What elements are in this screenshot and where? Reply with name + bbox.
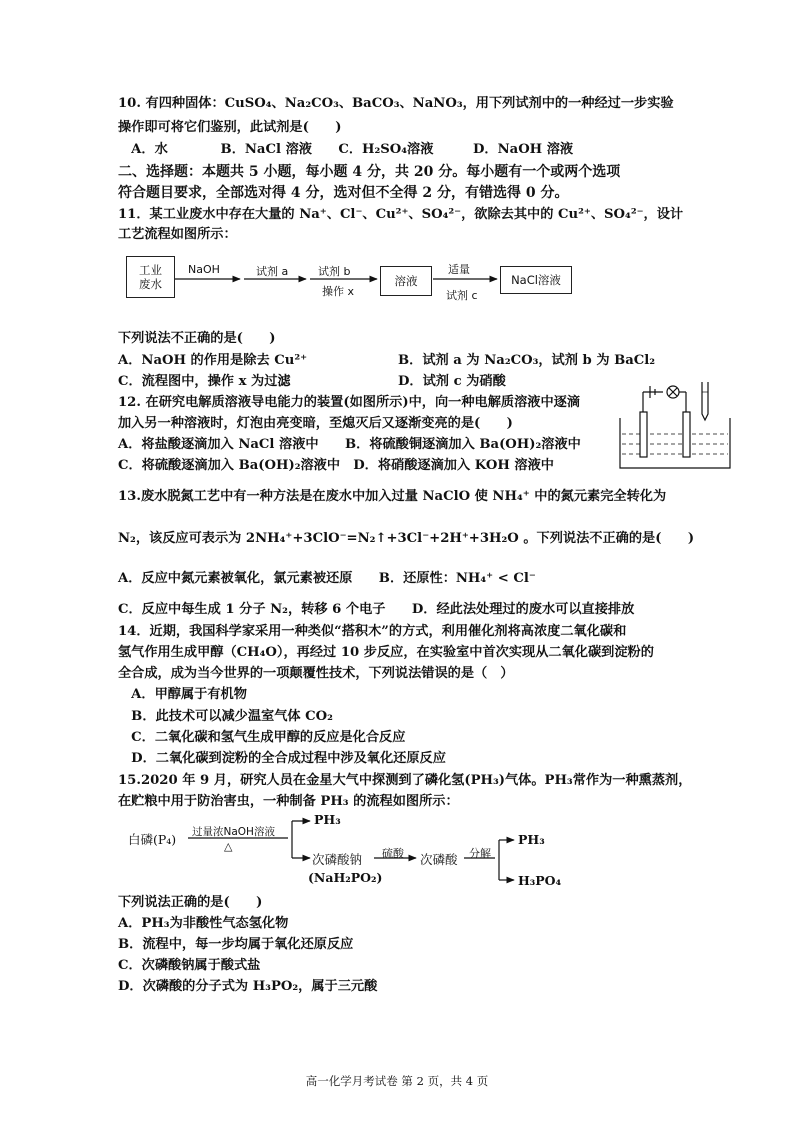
flow11-wastewater-box (126, 256, 175, 298)
q10-stem-line1: 10. 有四种固体：CuSO₄、Na₂CO₃、BaCO₃、NaNO₃，用下列试剂中的一种经过一步实验 (118, 96, 674, 111)
q13-stem-line1: 13.废水脱氮工艺中有一种方法是在废水中加入过量 NaClO 使 NH₄⁺ 中的氮元素完全转化为 (118, 489, 667, 504)
q12-stem-line2: 加入另一种溶液时，灯泡由亮变暗，至熄灭后又逐渐变亮的是( ) (118, 416, 513, 431)
flow15-white-phosphorus: 白磷(P₄) (128, 832, 177, 847)
q11-stem-line1: 11．某工业废水中存在大量的 Na⁺、Cl⁻、Cu²⁺、SO₄²⁻，欲除去其中的 Cu²⁺、SO₄²⁻，设计 (118, 207, 684, 222)
flow11-reagent-c-label: 试剂 c (446, 289, 478, 302)
q10-stem-line2: 操作即可将它们鉴别，此试剂是( ) (118, 120, 342, 135)
q15-stem-line1: 15.2020 年 9 月，研究人员在金星大气中探测到了磷化氢(PH₃)气体。PH₃常作为一种熏蒸剂， (118, 773, 692, 788)
flow11-naoh-label: NaOH (188, 263, 220, 276)
flow11-reagent-a-label: 试剂 a (256, 265, 289, 278)
section2-title-line1: 二、选择题：本题共 5 小题，每小题 4 分，共 20 分。每小题有一个或两个选项 (118, 164, 621, 180)
flow15-ph3-top: PH₃ (314, 812, 341, 827)
flow11-wastewater-label: 工业 废水 (139, 263, 162, 291)
flow11-reagent-b-label: 试剂 b (318, 265, 351, 278)
q14-option-c: C．二氧化碳和氢气生成甲醇的反应是化合反应 (118, 730, 406, 745)
q11-stem-line2: 工艺流程如图所示： (118, 227, 237, 242)
flow15-sulfuric-acid-label: 硫酸 (382, 847, 404, 860)
flow15-h3po4: H₃PO₄ (518, 873, 562, 888)
q13-stem-line2: N₂，该反应可表示为 2NH₄⁺+3ClO⁻=N₂↑+3Cl⁻+2H⁺+3H₂O 。下列说法不正确的是( ) (118, 531, 695, 546)
flow11-operation-x-label: 操作 x (322, 285, 355, 298)
q14-stem-line3: 全合成，成为当今世界的一项颠覆性技术，下列说法错误的是（ ） (118, 666, 514, 681)
section2-title-line2: 符合题目要求，全部选对得 4 分，选对但不全得 2 分，有错选得 0 分。 (118, 185, 569, 201)
flow11-solution-label: 溶液 (394, 274, 418, 288)
q15-option-a: A．PH₃为非酸性气态氢化物 (118, 916, 289, 931)
q12-stem-line1: 12. 在研究电解质溶液导电能力的装置(如图所示)中，向一种电解质溶液中逐滴 (118, 395, 581, 410)
q12-options-cd: C．将硫酸逐滴加入 Ba(OH)₂溶液中 D．将硝酸逐滴加入 KOH 溶液中 (118, 458, 554, 473)
flow15-formula: (NaH₂PO₂) (308, 870, 383, 885)
flow15-hypophosphorous-acid: 次磷酸 (420, 852, 458, 867)
q14-option-a: A．甲醇属于有机物 (118, 687, 247, 702)
flow11-nacl-box (500, 266, 572, 294)
flow15-ph3-right: PH₃ (518, 832, 545, 847)
q14-option-b: B．此技术可以减少温室气体 CO₂ (118, 709, 333, 724)
q12-apparatus (620, 382, 730, 468)
page-footer: 高一化学月考试卷 第 2 页，共 4 页 (305, 1074, 489, 1088)
q15-question: 下列说法正确的是( ) (118, 895, 263, 910)
flow11-solution-box (380, 266, 432, 296)
q13-options-cd: C．反应中每生成 1 分子 N₂，转移 6 个电子 D．经此法处理过的废水可以直接排放 (118, 602, 635, 617)
flow15-heat-label: △ (224, 840, 233, 853)
q11-question: 下列说法不正确的是( ) (118, 331, 276, 346)
q15-option-c: C．次磷酸钠属于酸式盐 (118, 958, 261, 973)
flow15-sodium-hypophosphite: 次磷酸钠 (312, 852, 363, 867)
q10-options: A．水 B．NaCl 溶液 C．H₂SO₄溶液 D．NaOH 溶液 (118, 142, 574, 157)
q12-options-ab: A．将盐酸逐滴加入 NaCl 溶液中 B．将硫酸铜逐滴加入 Ba(OH)₂溶液中 (118, 437, 581, 452)
flow15-decompose-label: 分解 (469, 847, 491, 860)
q14-stem-line2: 氢气作用生成甲醇（CH₄O），再经过 10 步反应，在实验室中首次实现从二氧化碳到淀粉的 (118, 645, 654, 660)
q15-stem-line2: 在贮粮中用于防治害虫，一种制备 PH₃ 的流程如图所示： (118, 794, 459, 809)
q13-options-ab: A．反应中氮元素被氧化，氯元素被还原 B．还原性：NH₄⁺ < Cl⁻ (118, 571, 536, 586)
q11-option-d: D．试剂 c 为硝酸 (398, 374, 506, 389)
q11-option-c: C．流程图中，操作 x 为过滤 (118, 374, 291, 389)
q15-option-d: D．次磷酸的分子式为 H₃PO₂，属于三元酸 (118, 979, 378, 994)
q14-stem-line1: 14．近期，我国科学家采用一种类似“搭积木”的方式，利用催化剂将高浓度二氧化碳和 (118, 624, 627, 639)
q11-option-b: B．试剂 a 为 Na₂CO₃，试剂 b 为 BaCl₂ (398, 353, 656, 368)
flow15-reagent-label: 过量浓NaOH溶液 (192, 826, 275, 838)
q14-option-d: D．二氧化碳到淀粉的全合成过程中涉及氧化还原反应 (118, 751, 446, 766)
q15-option-b: B．流程中，每一步均属于氧化还原反应 (118, 937, 354, 952)
flow11-excess-label: 适量 (448, 263, 470, 276)
q11-option-a: A．NaOH 的作用是除去 Cu²⁺ (118, 353, 308, 368)
flow11-nacl-label: NaCl溶液 (511, 273, 561, 287)
